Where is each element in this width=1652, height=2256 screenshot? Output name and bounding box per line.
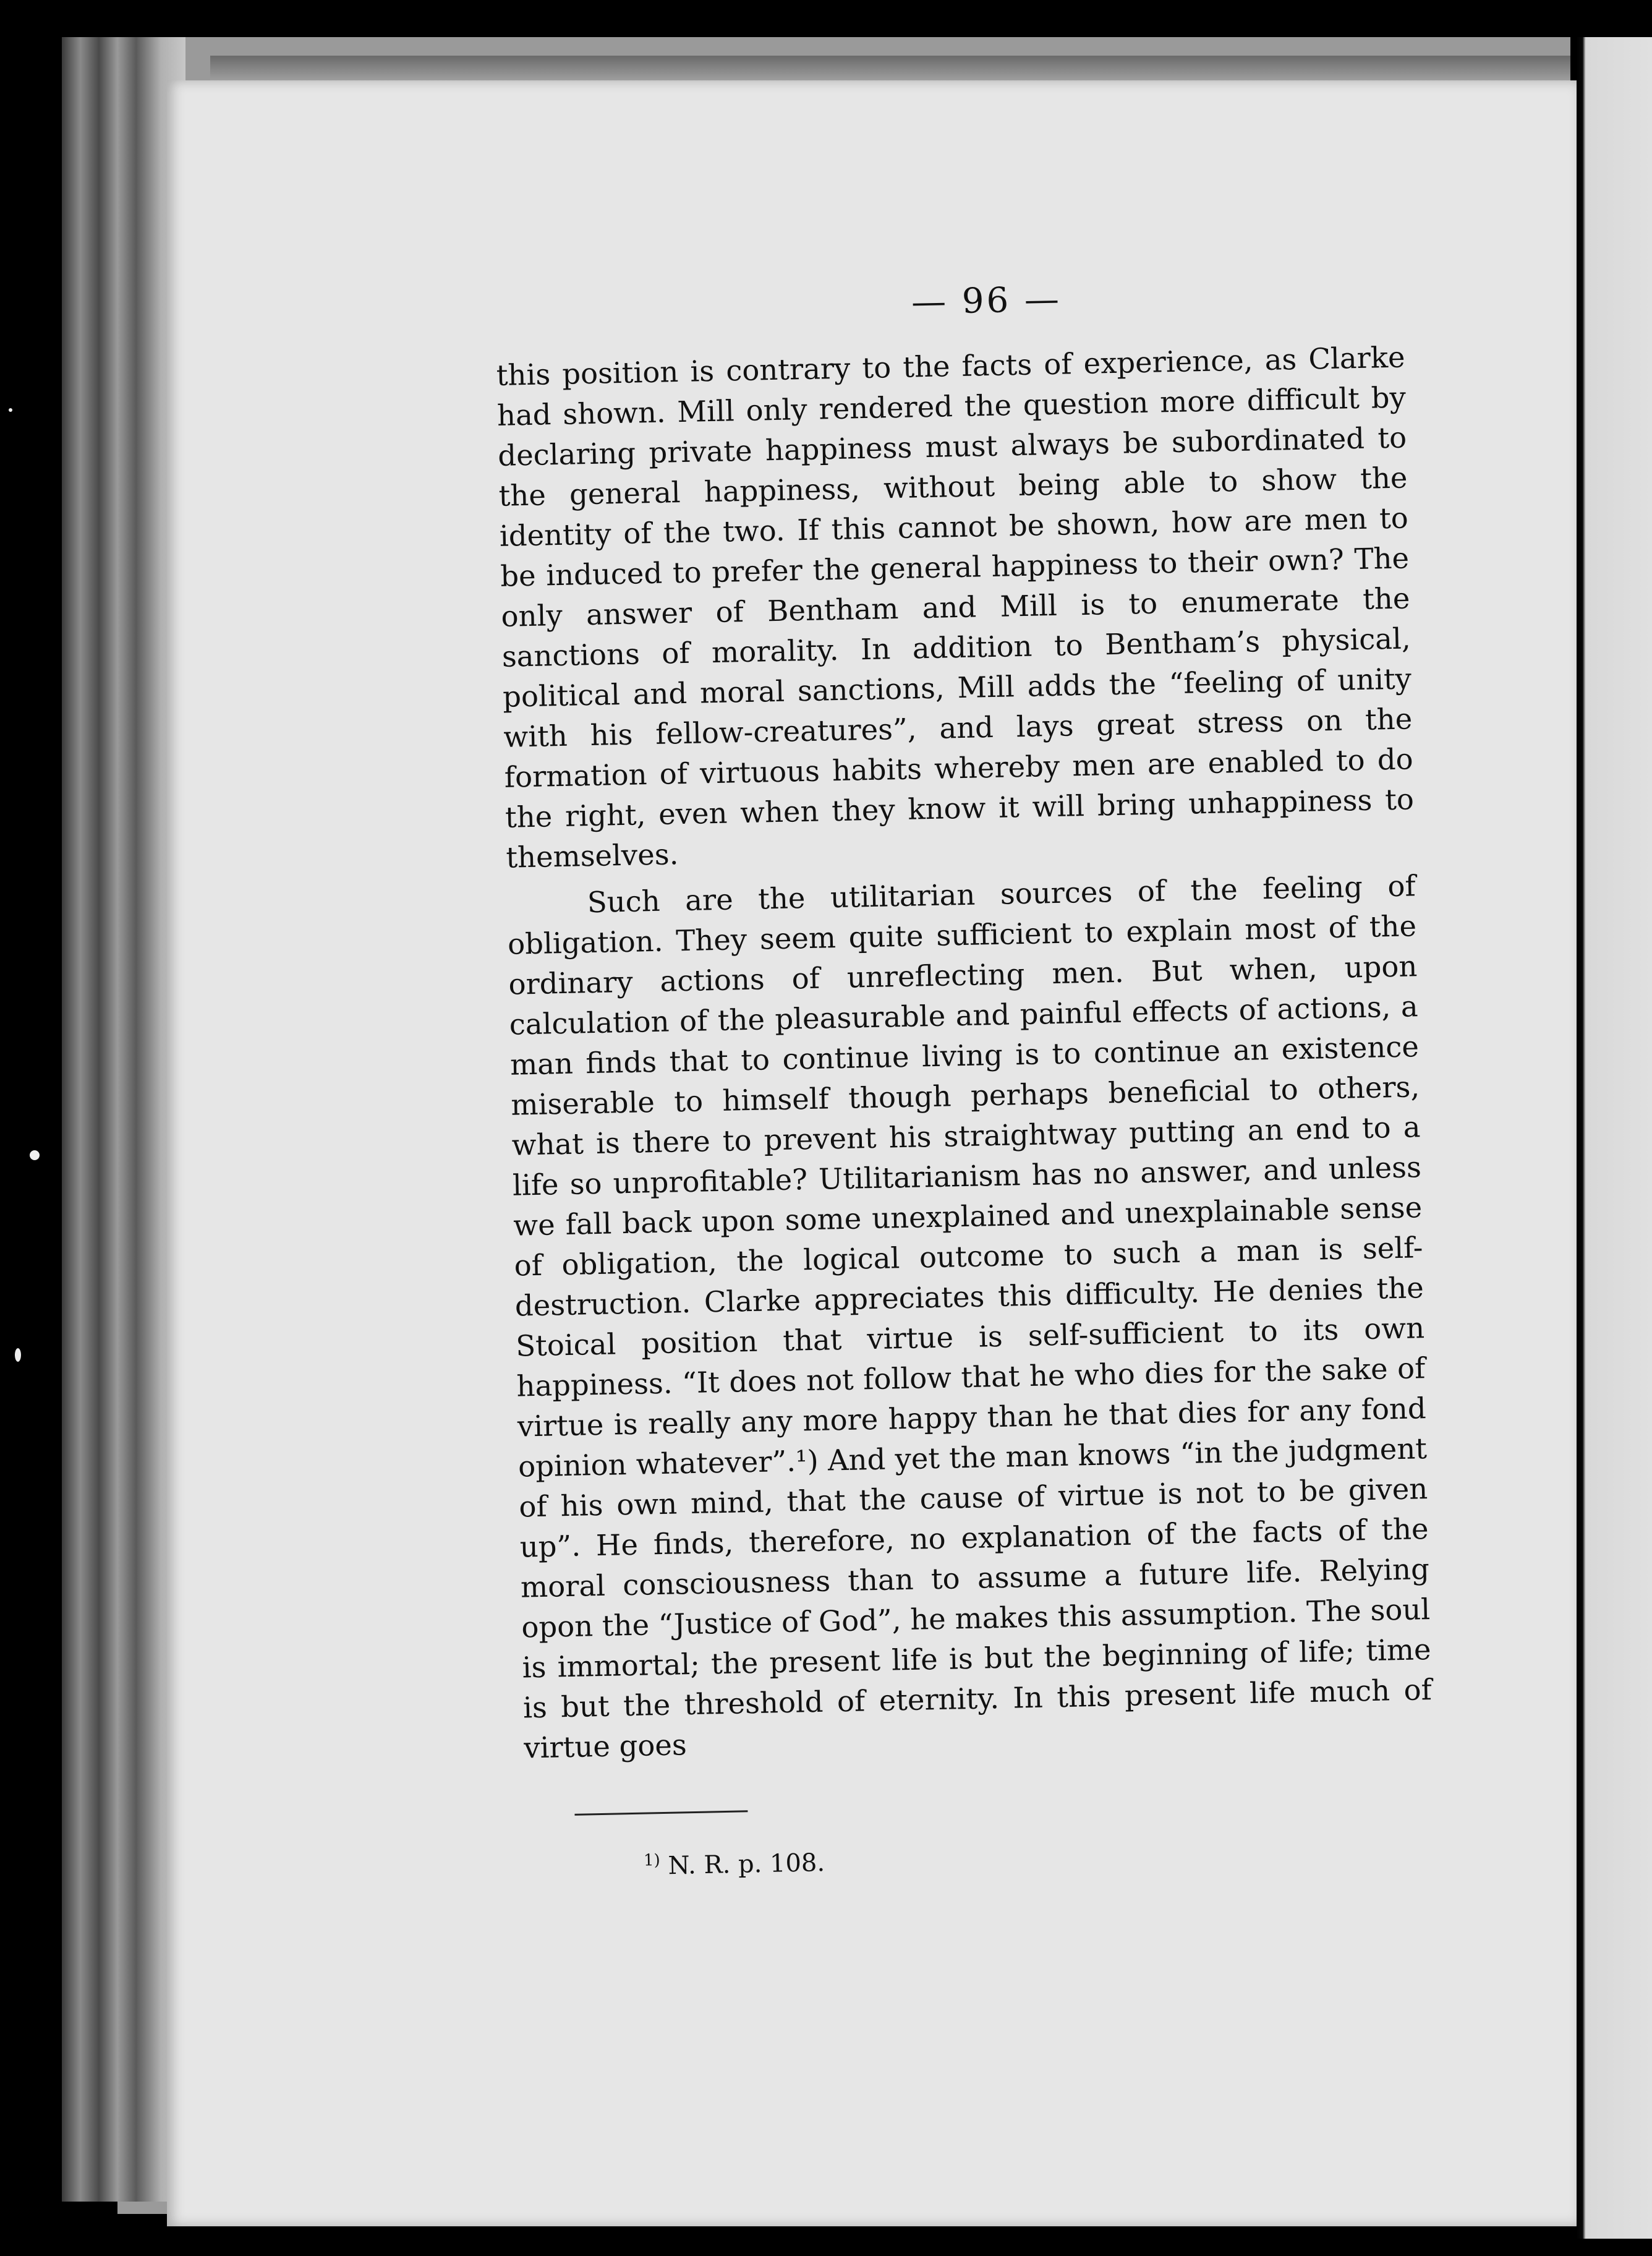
- footnote-rule: [574, 1810, 747, 1816]
- page-number: — 96 —: [911, 279, 1062, 323]
- right-page-edge: [1577, 37, 1652, 2239]
- paragraph-2: Such are the utilitarian sources of the feeling of obligation. They seem quite sufficient to explain most of the ordinary actions of unreflecting men. But when, upon calculation of the pleasurable and painful effects of actions, a man finds that to continue living is to continue an existence miserable to himself though perhaps beneficial to others, what is there to prevent his straightway putting an end to a life so unprofitable? Utilitarianism has no answer, and unless we fall back upon some unexplained and unexplainable sense of obligation, the logical outcome to such a man is self-destruction. Clarke appreciates this difficulty. He denies the Stoical position that virtue is self-sufficient to its own happiness. “It does not follow that he who dies for the sake of virtue is really any more happy than he that dies for any fond opinion whatever”.¹) And yet the man knows “in the judgment of his own mind, that the cause of virtue is not to be given up”. He finds, therefore, no explanation of the facts of the moral consciousness than to assume a future life. Relying opon the “Justice of God”, he makes this assumption. The soul is immortal; the present life is but the beginning of life; time is but the threshold of eternity. In this present life much of virtue goes: [507, 869, 1433, 1765]
- paragraph-1: this position is contrary to the facts of experience, as Clarke had shown. Mill only rendered the question more difficult by declaring private happiness must always be subordinated to the general happiness, without being able to show the identity of the two. If this cannot be shown, how are men to be induced to prefer the general happiness to their own? The only answer of Bentham and Mill is to enumerate the sanctions of morality. In addition to Bentham’s physical, political and moral sanctions, Mill adds the “feeling of unity with his fellow-creatures”, and lays great stress on the formation of virtuous habits whereby men are enabled to do the right, even when they know it will bring unhappiness to themselves.: [496, 340, 1415, 874]
- scan-speck: [9, 408, 12, 412]
- scan-speck: [15, 1348, 21, 1362]
- page-text-block: [495, 272, 1435, 1882]
- scan-speck: [30, 1150, 40, 1160]
- footnote-text: N. R. p. 108.: [660, 1848, 825, 1881]
- footnote-marker: 1): [643, 1851, 660, 1870]
